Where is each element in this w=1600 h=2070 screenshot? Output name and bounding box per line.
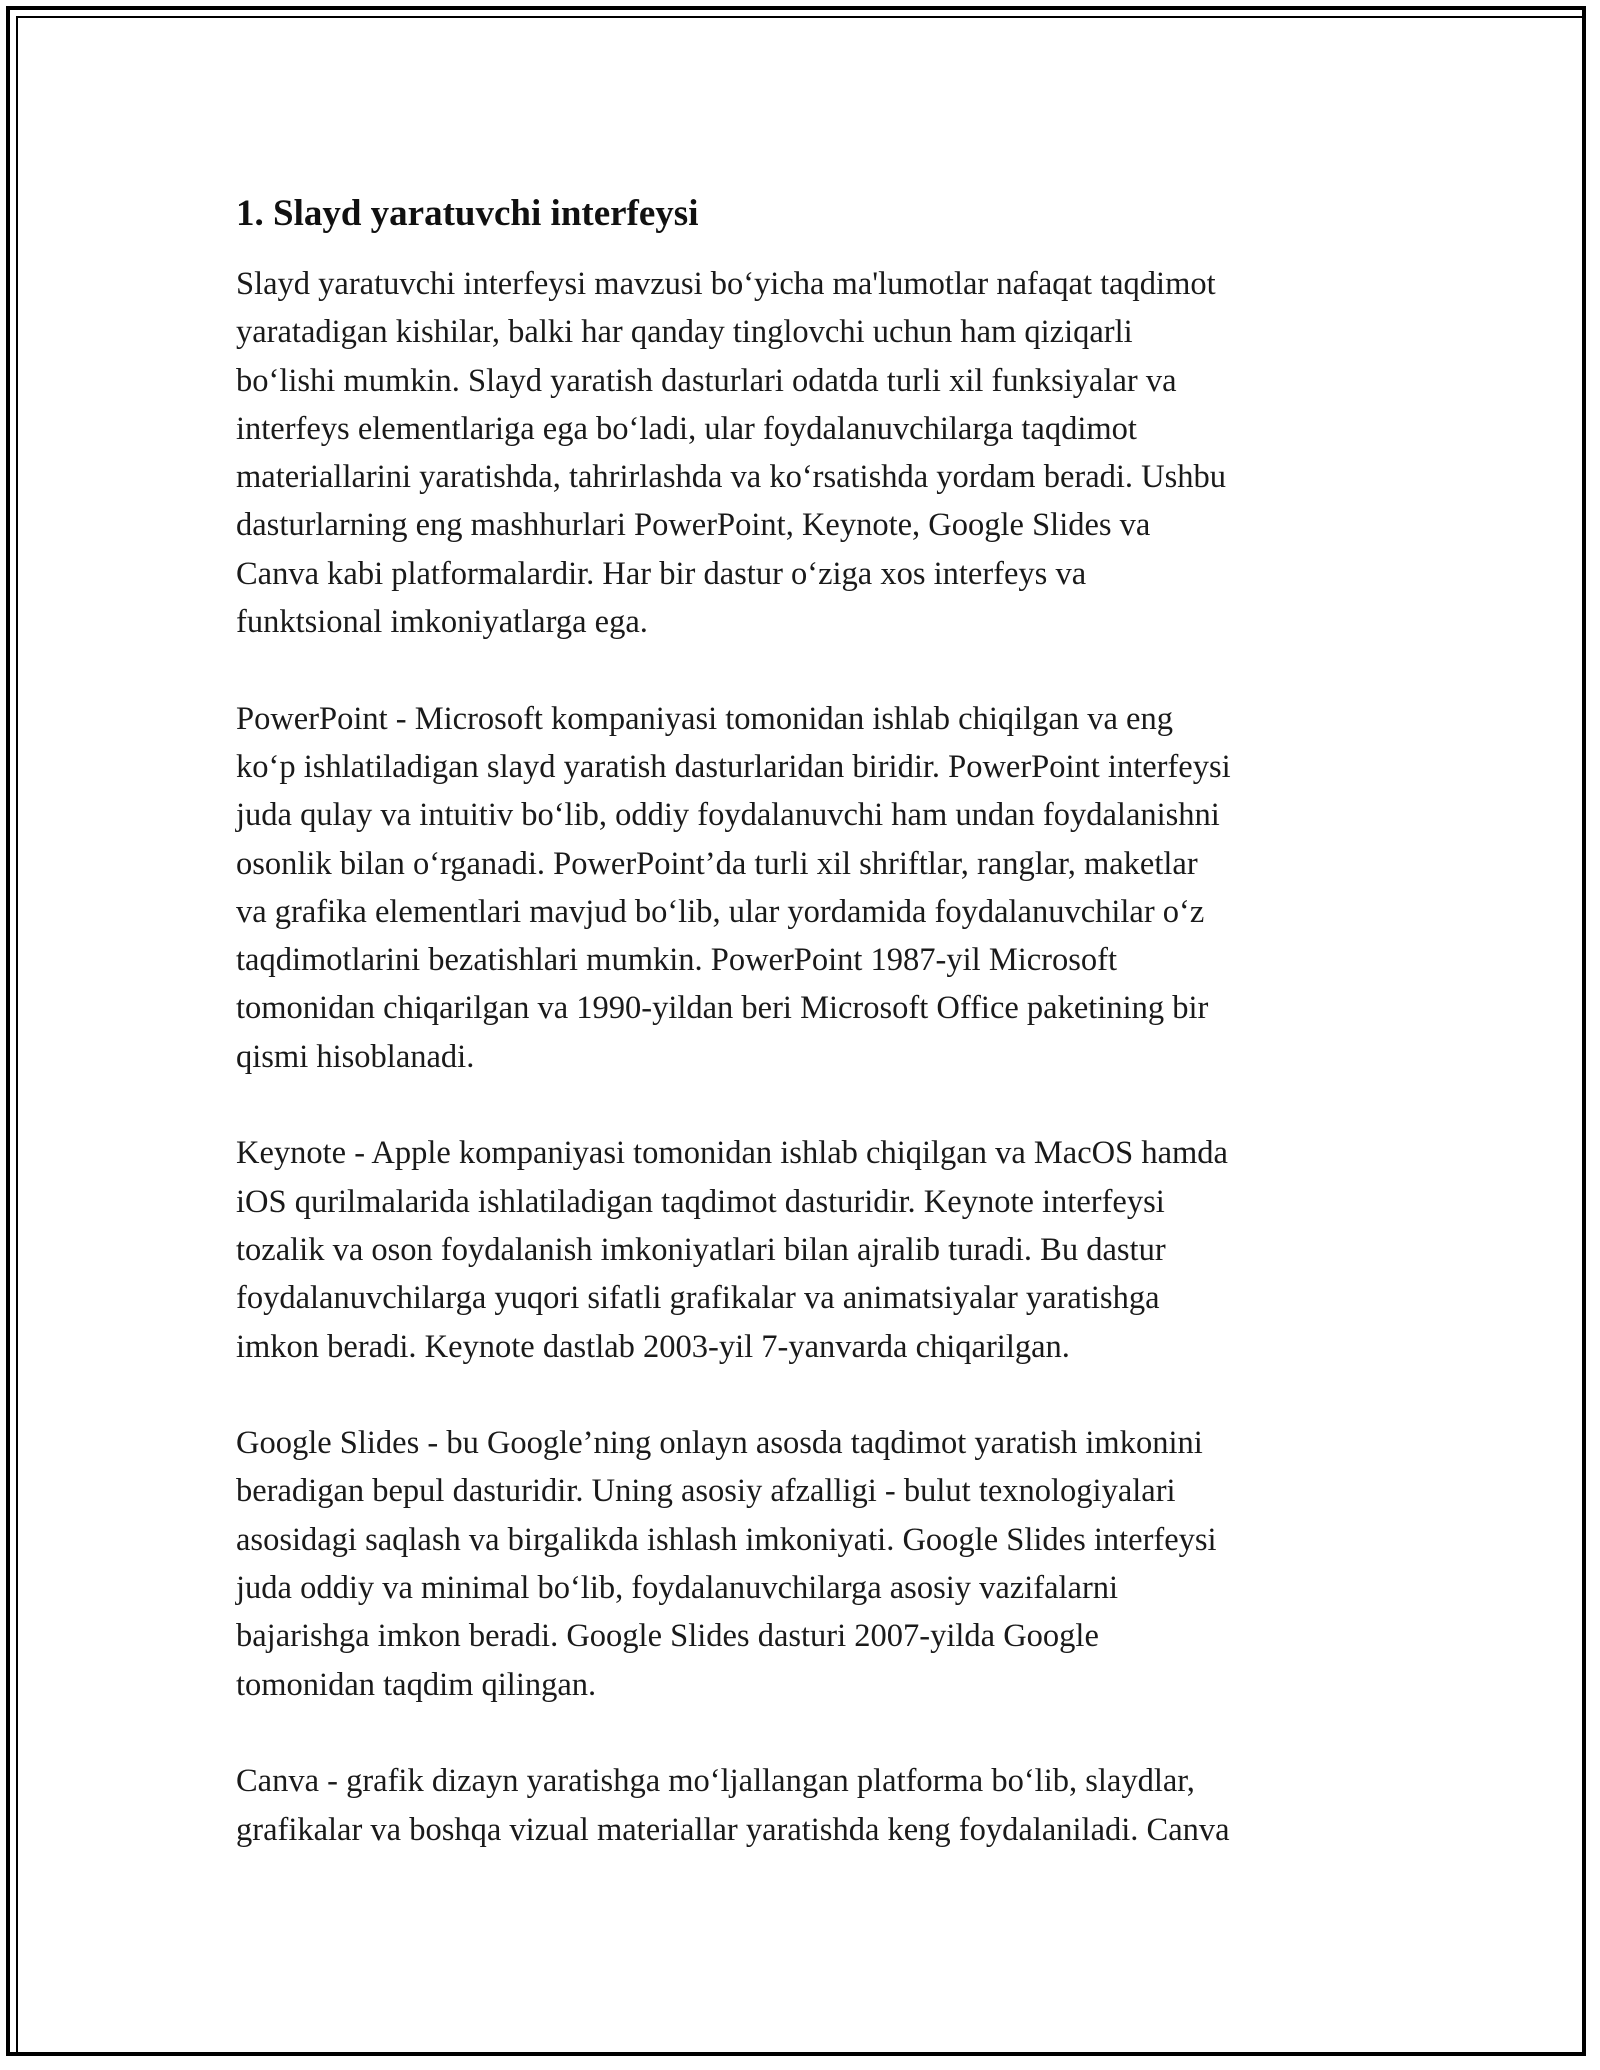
section-heading: 1. Slayd yaratuvchi interfeysi: [236, 193, 699, 234]
paragraph-intro: Slayd yaratuvchi interfeysi mavzusi bo‘yicha ma'lumotlar nafaqat taqdimot yaratadigan kishilar, balki har qanday tinglovchi uchun ham qiziqarli bo‘lishi mumkin. Slayd yaratish dasturlari odatda turli xil funksiyalar va interfeys elementlariga ega bo‘ladi, ular foydalanuvchilarga taqdimot materiallarini yaratishda, tahrirlashda va ko‘rsatishda yordam beradi. Ushbu dasturlarning eng mashhurlari PowerPoint, Keynote, Google Slides va Canva kabi platformalardir. Har bir dastur o‘ziga xos interfeys va funktsional imkoniyatlarga ega.: [236, 266, 1227, 641]
paragraph-keynote: Keynote - Apple kompaniyasi tomonidan ishlab chiqilgan va MacOS hamda iOS qurilmalarida ishlatiladigan taqdimot dasturidir. Keynote interfeysi tozalik va oson foydalanish imkoniyatlari bilan ajralib turadi. Bu dastur foydalanuvchilarga yuqori sifatli grafikalar va animatsiyalar yaratishga imkon beradi. Keynote dastlab 2003-yil 7-yanvarda chiqarilgan.: [236, 1135, 1228, 1365]
paragraph-canva: Canva - grafik dizayn yaratishga mo‘ljallangan platforma bo‘lib, slaydlar, grafikalar va boshqa vizual materiallar yaratishda keng foydalaniladi. Canva: [236, 1763, 1230, 1848]
document-body: [236, 186, 1376, 1854]
paragraph-spacer: [236, 646, 1376, 694]
paragraph-spacer: [236, 1081, 1376, 1129]
paragraph-spacer: [236, 1371, 1376, 1419]
paragraph-powerpoint: PowerPoint - Microsoft kompaniyasi tomonidan ishlab chiqilgan va eng ko‘p ishlatiladigan slayd yaratish dasturlaridan biridir. PowerPoint interfeysi juda qulay va intuitiv bo‘lib, oddiy foydalanuvchi ham undan foydalanishni osonlik bilan o‘rganadi. PowerPoint’da turli xil shriftlar, ranglar, maketlar va grafika elementlari mavjud bo‘lib, ular yordamida foydalanuvchilar o‘z taqdimotlarini bezatishlari mumkin. PowerPoint 1987-yil Microsoft tomonidan chiqarilgan va 1990-yildan beri Microsoft Office paketining bir qismi hisoblanadi.: [236, 700, 1231, 1075]
paragraph-spacer: [236, 1709, 1376, 1757]
paragraph-google-slides: Google Slides - bu Google’ning onlayn asosda taqdimot yaratish imkonini beradigan bepul dasturidir. Uning asosiy afzalligi - bulut texnologiyalari asosidagi saqlash va birgalikda ishlash imkoniyati. Google Slides interfeysi juda oddiy va minimal bo‘lib, foydalanuvchilarga asosiy vazifalarni bajarishga imkon beradi. Google Slides dasturi 2007-yilda Google tomonidan taqdim qilingan.: [236, 1425, 1217, 1703]
